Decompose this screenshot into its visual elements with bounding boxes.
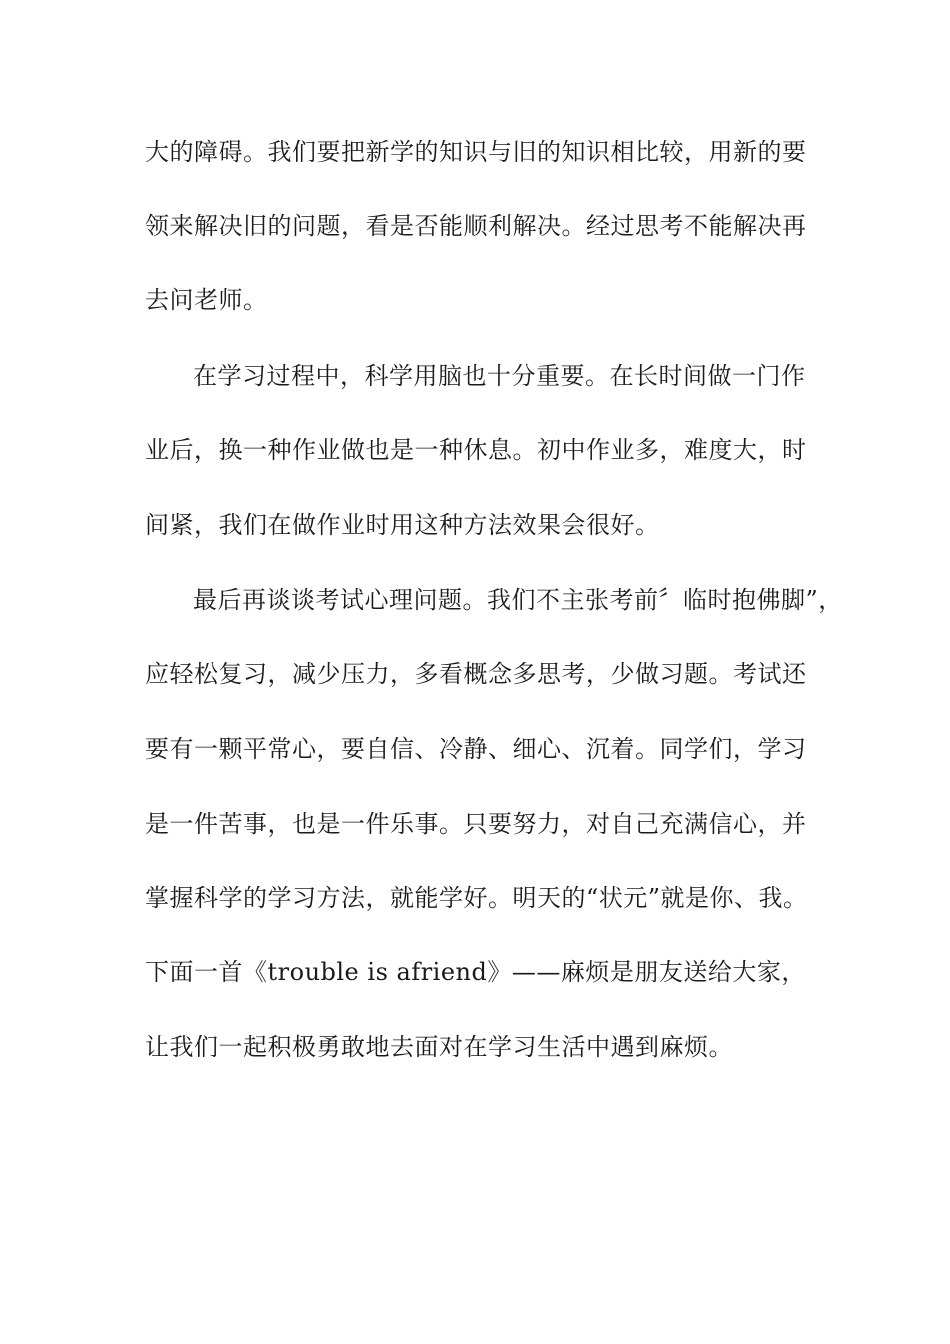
- text-line-5: 业后，换一种作业做也是一种休息。初中作业多，难度大，时: [145, 436, 807, 464]
- text-line-10: 是一件苦事，也是一件乐事。只要努力，对自己充满信心，并: [145, 810, 807, 838]
- text-line-2: 领来解决旧的问题，看是否能顺利解决。经过思考不能解决再: [145, 212, 807, 240]
- text-line-13: 让我们一起积极勇敢地去面对在学习生活中遇到麻烦。: [145, 1033, 733, 1061]
- text-line-4: 在学习过程中，科学用脑也十分重要。在长时间做一门作: [193, 362, 806, 390]
- text-line-11: 掌握科学的学习方法，就能学好。明天的“状元”就是你、我。: [145, 884, 808, 912]
- text-line-6: 间紧，我们在做作业时用这种方法效果会很好。: [145, 511, 660, 539]
- text-line-3: 去问老师。: [145, 286, 268, 314]
- text-line-8: 应轻松复习，减少压力，多看概念多思考，少做习题。考试还: [145, 660, 807, 688]
- text-line-1: 大的障碍。我们要把新学的知识与旧的知识相比较，用新的要: [145, 138, 807, 166]
- text-line-12: 下面一首《trouble is afriend》——麻烦是朋友送给大家，: [145, 958, 806, 986]
- text-line-9: 要有一颗平常心，要自信、冷静、细心、沉着。同学们，学习: [145, 735, 807, 763]
- text-line-7: 最后再谈谈考试心理问题。我们不主张考前〞临时抱佛脚”，: [193, 586, 843, 614]
